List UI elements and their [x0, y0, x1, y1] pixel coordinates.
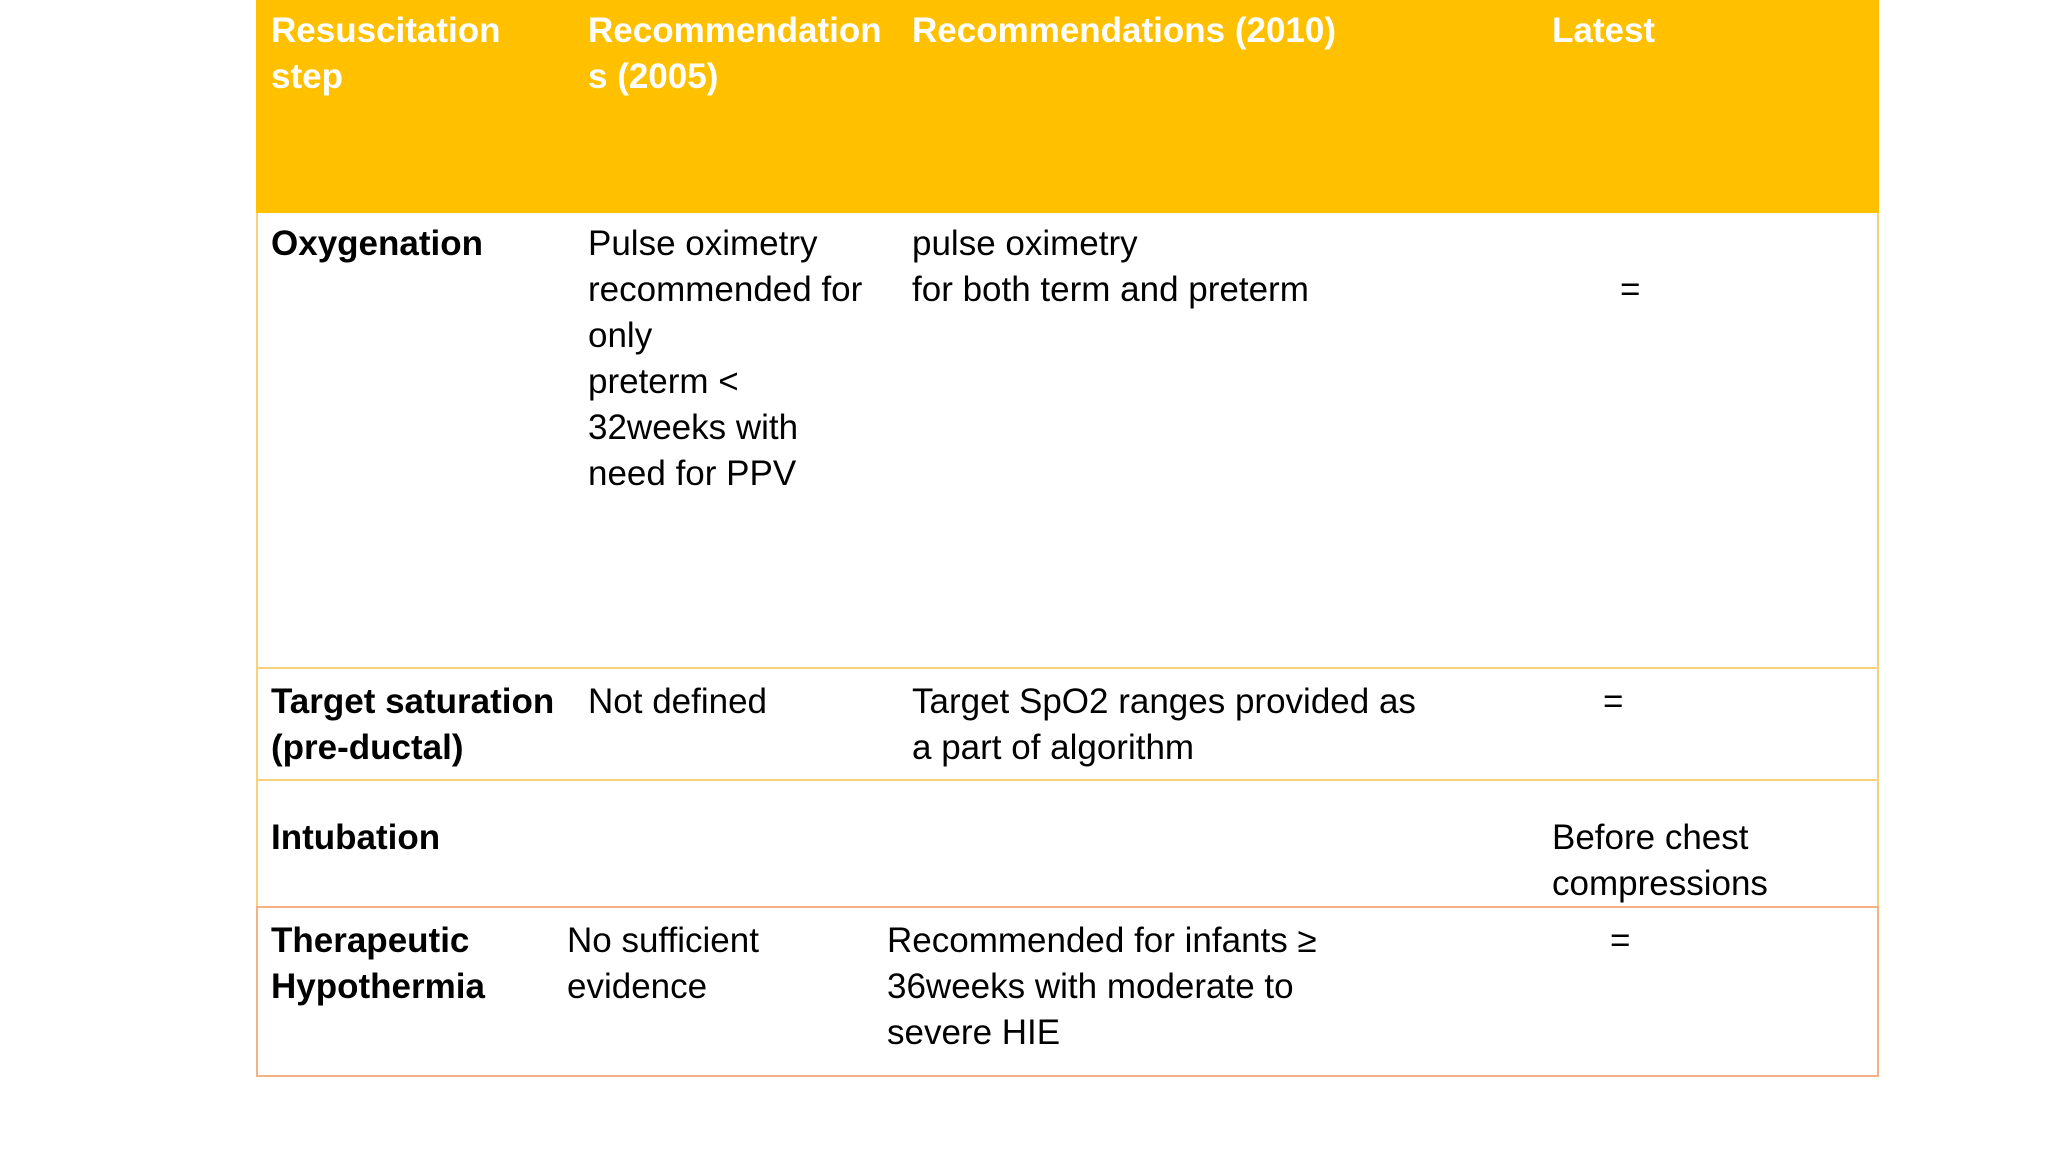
header-recommendations-2005: Recommendation s (2005)	[588, 11, 882, 96]
cell-step: Oxygenation	[271, 224, 483, 263]
cell-rec-2005: Pulse oximetry recommended for only preterm < 32weeks with need for PPV	[588, 224, 863, 493]
header-resuscitation-step: Resuscitation step	[271, 11, 501, 96]
cell-rec-2005: Not defined	[588, 682, 768, 721]
cell-rec-2010: Target SpO2 ranges provided as a part of algorithm	[912, 682, 1416, 767]
cell-rec-2010: Recommended for infants ≥ 36weeks with moderate to severe HIE	[887, 921, 1317, 1052]
recommendations-table	[256, 0, 1879, 1077]
cell-latest: Before chest compressions	[1552, 818, 1768, 903]
header-latest: Latest	[1552, 11, 1656, 50]
header-recommendations-2010: Recommendations (2010)	[912, 11, 1337, 50]
table-row-target-saturation	[256, 669, 1879, 781]
cell-latest: =	[1620, 270, 1641, 309]
table-row-oxygenation	[256, 213, 1879, 669]
table-row-intubation	[256, 781, 1879, 907]
cell-step: Therapeutic Hypothermia	[271, 921, 485, 1006]
cell-latest: =	[1610, 921, 1631, 960]
cell-latest: =	[1603, 682, 1624, 721]
table-header	[256, 0, 1879, 213]
cell-step: Target saturation (pre-ductal)	[271, 682, 555, 767]
cell-rec-2005: No sufficient evidence	[567, 921, 759, 1006]
cell-rec-2010: pulse oximetry for both term and preterm	[912, 224, 1309, 309]
cell-step: Intubation	[271, 818, 441, 857]
table-row-therapeutic-hypothermia	[256, 906, 1879, 1077]
